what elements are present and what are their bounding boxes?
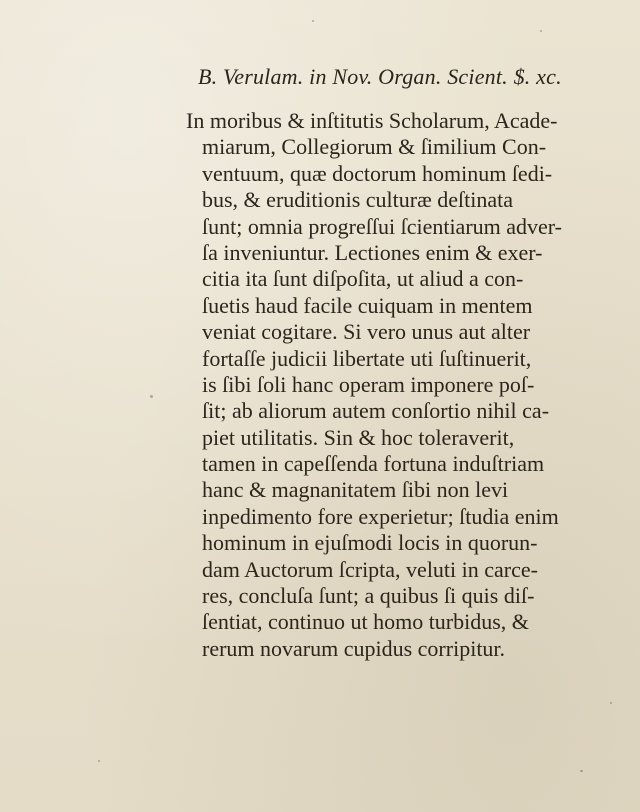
paper-speck — [540, 30, 542, 32]
text-line: inpedimento fore experietur; ſtudia enim — [202, 503, 559, 529]
text-line: rerum novarum cupidus corripitur. — [202, 635, 506, 661]
text-line: bus, & eruditionis culturæ deſtinata — [202, 187, 514, 213]
text-line: res, concluſa ſunt; a quibus ſi quis diſ- — [202, 583, 535, 609]
text-line: tamen in capeſſenda fortuna induſtriam — [202, 451, 545, 477]
text-line: ſuetis haud facile cuiquam in mentem — [202, 292, 533, 318]
paper-speck — [98, 760, 100, 762]
text-line: is ſibi ſoli hanc operam imponere poſ- — [202, 371, 535, 397]
text-line: miarum, Collegiorum & ſimilium Con- — [202, 134, 547, 160]
text-line: ſentiat, continuo ut homo turbidus, & — [202, 609, 529, 635]
paper-speck — [610, 702, 612, 704]
paragraph — [186, 108, 626, 662]
text-line: piet utilitatis. Sin & hoc toleraverit, — [202, 424, 515, 450]
text-line: ſa inveniuntur. Lectiones enim & exer- — [202, 239, 543, 265]
text-line: ventuum, quæ doctorum hominum ſedi- — [202, 160, 553, 186]
text-line: citia ita ſunt diſpoſita, ut aliud a con- — [202, 266, 524, 292]
text-line: hominum in ejuſmodi locis in quorun- — [202, 530, 538, 556]
paper-speck — [580, 770, 583, 772]
text-line: fortaſſe judicii libertate uti ſuſtinuerit, — [202, 345, 532, 371]
running-head: B. Verulam. in Nov. Organ. Scient. $. xc. — [198, 64, 562, 89]
paper-speck — [312, 20, 314, 22]
text-line: In moribus & inſtitutis Scholarum, Acade- — [186, 108, 558, 133]
text-line: dam Auctorum ſcripta, veluti in carce- — [202, 556, 538, 582]
text-line: veniat cogitare. Si vero unus aut alter — [202, 319, 531, 345]
text-line: hanc & magnanitatem ſibi non levi — [202, 477, 509, 503]
text-line: ſunt; omnia progreſſui ſcientiarum adver- — [202, 213, 563, 239]
text-line: ſit; ab aliorum autem conſortio nihil ca- — [202, 398, 550, 424]
paper-speck — [150, 395, 153, 398]
